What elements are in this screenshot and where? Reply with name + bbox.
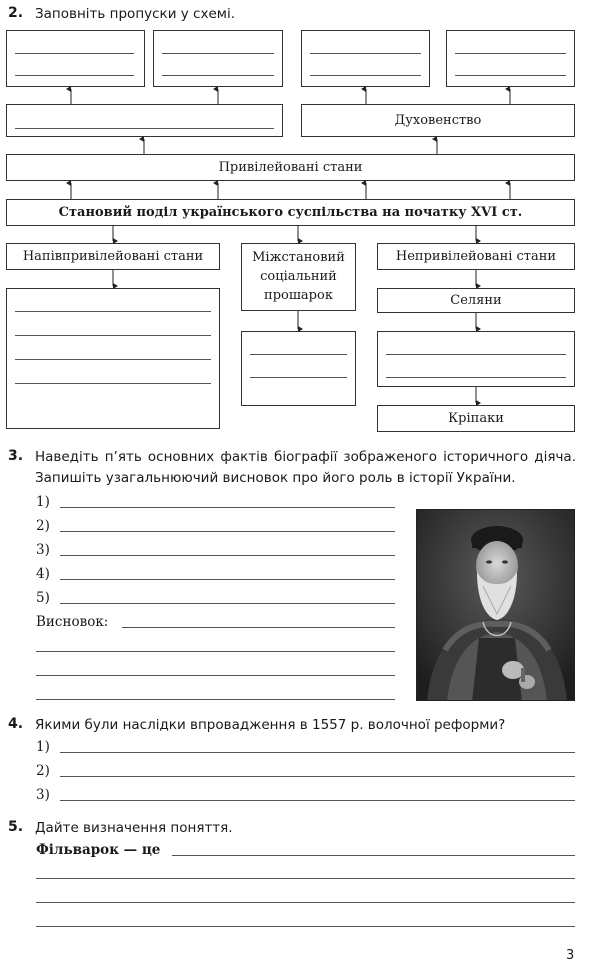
q3-item-4-label: 4) xyxy=(36,566,50,582)
q4-item-2-label: 2) xyxy=(36,763,50,779)
q3-answer-line-3[interactable] xyxy=(60,555,395,556)
question-4-number: 4. xyxy=(8,716,24,732)
privileged-estates-box: Привілейовані стани xyxy=(6,154,575,181)
conclusion-line-1[interactable] xyxy=(122,627,395,628)
q4-item-3-label: 3) xyxy=(36,787,50,803)
conclusion-line-4[interactable] xyxy=(36,699,395,700)
semi-privileged-box: Напівпривілейовані стани xyxy=(6,243,220,270)
q3-item-1-label: 1) xyxy=(36,494,50,510)
serfs-box: Кріпаки xyxy=(377,405,575,432)
page-number: 3 xyxy=(566,948,575,963)
question-2-text: Заповніть пропуски у схемі. xyxy=(35,6,235,22)
q3-answer-line-2[interactable] xyxy=(60,531,395,532)
definition-line-4[interactable] xyxy=(36,926,575,927)
main-social-division-box: Становий поділ українського суспільства на початку XVI ст. xyxy=(6,199,575,226)
conclusion-line-3[interactable] xyxy=(36,675,395,676)
q4-answer-line-2[interactable] xyxy=(60,776,575,777)
scheme-arrows xyxy=(0,0,595,440)
q3-item-3-label: 3) xyxy=(36,542,50,558)
question-3-number: 3. xyxy=(8,448,24,464)
question-4-text: Якими були наслідки впровадження в 1557 р. волочної реформи? xyxy=(35,717,506,733)
conclusion-label: Висновок: xyxy=(36,614,109,630)
definition-line-2[interactable] xyxy=(36,878,575,879)
middle-stratum-box: Міжстановий соціальний прошарок xyxy=(241,243,356,311)
question-3-text: Наведіть п’ять основних фактів біографії зображеного історичного діяча. Запишіть узагальнюючий висновок про його роль в історії України. xyxy=(35,449,576,486)
q4-answer-line-1[interactable] xyxy=(60,752,575,753)
q4-item-1-label: 1) xyxy=(36,739,50,755)
question-2-number: 2. xyxy=(8,5,24,21)
historical-figure-portrait xyxy=(416,509,575,701)
q3-answer-line-4[interactable] xyxy=(60,579,395,580)
q4-answer-line-3[interactable] xyxy=(60,800,575,801)
q3-answer-line-1[interactable] xyxy=(60,507,395,508)
non-privileged-box: Непривілейовані стани xyxy=(377,243,575,270)
q3-item-5-label: 5) xyxy=(36,590,50,606)
question-5-number: 5. xyxy=(8,819,24,835)
q3-item-2-label: 2) xyxy=(36,518,50,534)
clergy-box: Духовенство xyxy=(301,104,575,137)
term-fil-varok-label: Фільварок — це xyxy=(36,842,161,858)
q3-answer-line-5[interactable] xyxy=(60,603,395,604)
question-5-text: Дайте визначення поняття. xyxy=(35,820,233,836)
conclusion-line-2[interactable] xyxy=(36,651,395,652)
peasants-box: Селяни xyxy=(377,288,575,313)
definition-line-3[interactable] xyxy=(36,902,575,903)
definition-line-1[interactable] xyxy=(172,855,575,856)
